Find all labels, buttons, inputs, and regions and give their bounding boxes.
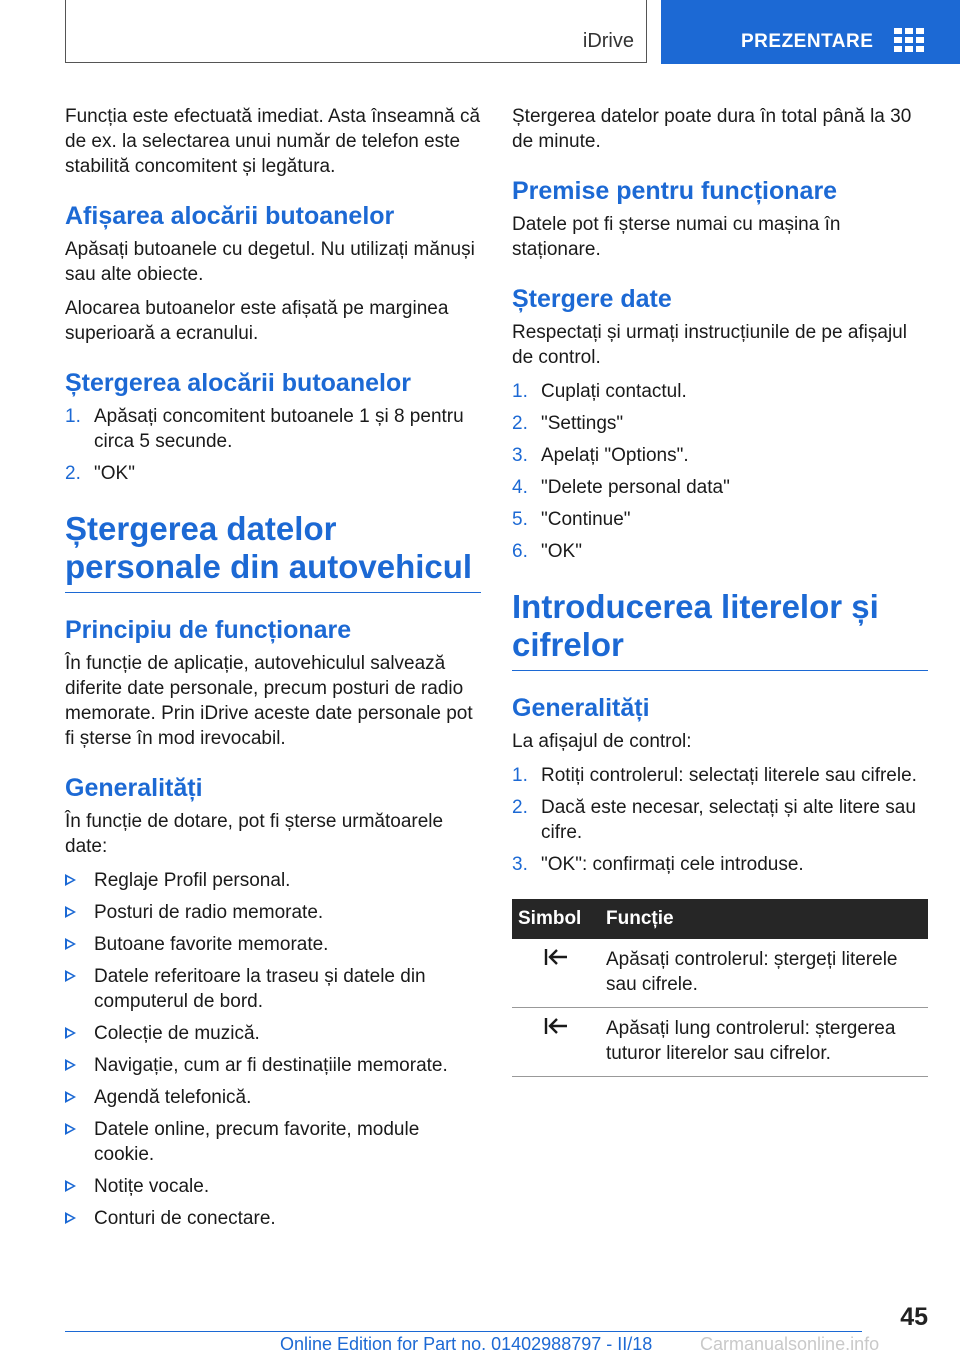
symbol-table (512, 899, 928, 1077)
grid-icon (894, 28, 924, 52)
afisare-paragraph-2: Alocarea butoanelor este afișată pe marginea superioară a ecranului. (65, 298, 449, 344)
list-item-text: Datele referitoare la traseu și datele din computerul de bord. (94, 966, 426, 1012)
heading-afisare: Afișarea alocării butoanelor (65, 202, 395, 230)
step-text: "OK" (541, 541, 582, 562)
header-chapter-tab[interactable] (661, 0, 960, 64)
step-number: 2. (512, 797, 528, 818)
list-item-text: Conturi de conectare. (94, 1208, 276, 1229)
generalitati-right-paragraph: La afișajul de control: (512, 731, 692, 752)
step-text: "OK": confirmați cele introduse. (541, 854, 804, 875)
afisare-paragraph-1: Apăsați butoanele cu degetul. Nu utilizați mănuși sau alte obiecte. (65, 239, 475, 285)
list-item (65, 461, 481, 486)
heading-generalitati-right: Generalități (512, 694, 650, 722)
step-text: "Delete personal data" (541, 477, 730, 498)
list-item (65, 1174, 481, 1199)
step-number: 3. (512, 854, 528, 875)
triangle-bullet-icon (65, 1059, 76, 1071)
list-item (65, 1117, 481, 1167)
left-column (65, 104, 481, 1238)
step-text: "Continue" (541, 509, 631, 530)
stergere-alocare-steps (65, 404, 481, 486)
triangle-bullet-icon (65, 1180, 76, 1192)
list-item (65, 1053, 481, 1078)
list-item-text: Agendă telefonică. (94, 1087, 252, 1108)
heading-premise: Premise pentru funcționare (512, 177, 838, 205)
list-item (512, 795, 928, 845)
symbol-cell (512, 1008, 600, 1077)
list-item (65, 868, 481, 893)
list-item (65, 1085, 481, 1110)
step-number: 3. (512, 445, 528, 466)
triangle-bullet-icon (65, 938, 76, 950)
header-section-label: iDrive (582, 30, 634, 52)
backspace-icon (543, 947, 569, 967)
list-item (512, 507, 928, 532)
list-item-text: Colecție de muzică. (94, 1023, 260, 1044)
list-item (512, 411, 928, 436)
step-number: 5. (512, 509, 528, 530)
step-text: Cuplați contactul. (541, 381, 687, 402)
deletable-data-list (65, 868, 481, 1231)
generalitati-paragraph: În funcție de dotare, pot fi șterse următoarele date: (65, 811, 444, 857)
list-item-text: Datele online, precum favorite, module cookie. (94, 1119, 420, 1165)
premise-paragraph: Datele pot fi șterse numai cu mașina în staționare. (512, 214, 841, 260)
header-chapter-label: PREZENTARE (741, 31, 874, 52)
list-item (65, 932, 481, 957)
list-item (65, 1021, 481, 1046)
right-intro-paragraph: Ștergerea datelor poate dura în total până la 30 de minute. (512, 106, 912, 152)
introducere-steps (512, 763, 928, 877)
column-header-function: Funcție (600, 899, 928, 939)
triangle-bullet-icon (65, 906, 76, 918)
page-number: 45 (900, 1303, 928, 1331)
step-text: Rotiți controlerul: selectați literele sau cifrele. (541, 765, 917, 786)
principiu-paragraph: În funcție de aplicație, autovehiculul salvează diferite date personale, precum posturi de radio memorate. Prin iDrive aceste date personale pot fi șterse în mod irevocabil. (65, 653, 473, 749)
step-text: "OK" (94, 463, 135, 484)
list-item (512, 475, 928, 500)
list-item (512, 443, 928, 468)
step-number: 6. (512, 541, 528, 562)
intro-paragraph: Funcția este efectuată imediat. Asta înseamnă că de ex. la selectarea unui număr de telefon este stabilită concomitent și legătura. (65, 106, 481, 177)
list-item-text: Navigație, cum ar fi destinațiile memorate. (94, 1055, 448, 1076)
table-header-row (512, 899, 928, 939)
footer-divider (65, 1331, 862, 1332)
stergere-date-paragraph: Respectați și urmați instrucțiunile de pe afișajul de control. (512, 322, 907, 368)
heading-principiu: Principiu de funcționare (65, 616, 352, 644)
step-number: 1. (512, 765, 528, 786)
list-item-text: Reglaje Profil personal. (94, 870, 291, 891)
step-number: 2. (65, 463, 81, 484)
step-text: Apelați "Options". (541, 445, 689, 466)
step-text: "Settings" (541, 413, 624, 434)
step-number: 1. (512, 381, 528, 402)
step-number: 2. (512, 413, 528, 434)
triangle-bullet-icon (65, 1027, 76, 1039)
header-section-box (65, 0, 647, 63)
triangle-bullet-icon (65, 970, 76, 982)
list-item (512, 852, 928, 877)
list-item (65, 964, 481, 1014)
list-item-text: Posturi de radio memorate. (94, 902, 324, 923)
footer-edition: Online Edition for Part no. 01402988797 - II/18 (280, 1334, 653, 1354)
step-text: Apăsați concomitent butoanele 1 și 8 pentru circa 5 secunde. (94, 406, 464, 452)
heading-stergere-date: Ștergere date (512, 285, 672, 313)
heading-stergere-alocare: Ștergerea alocării butoanelor (65, 369, 411, 397)
triangle-bullet-icon (65, 1212, 76, 1224)
symbol-cell (512, 939, 600, 1008)
triangle-bullet-icon (65, 1091, 76, 1103)
heading-generalitati-left: Generalități (65, 774, 203, 802)
triangle-bullet-icon (65, 874, 76, 886)
step-number: 1. (65, 406, 81, 427)
list-item-text: Notițe vocale. (94, 1176, 210, 1197)
table-row (512, 1008, 928, 1077)
right-column (512, 104, 928, 1077)
step-text: Dacă este necesar, selectați și alte litere sau cifre. (541, 797, 916, 843)
stergere-date-steps (512, 379, 928, 564)
function-cell: Apăsați controlerul: ștergeți literele sau cifrele. (600, 939, 928, 1008)
list-item (65, 1206, 481, 1231)
list-item (512, 539, 928, 564)
column-header-symbol: Simbol (512, 899, 600, 939)
step-number: 4. (512, 477, 528, 498)
triangle-bullet-icon (65, 1123, 76, 1135)
function-cell: Apăsați lung controlerul: ștergerea tuturor literelor sau cifrelor. (600, 1008, 928, 1077)
list-item (65, 900, 481, 925)
list-item-text: Butoane favorite memorate. (94, 934, 329, 955)
list-item (512, 763, 928, 788)
table-row (512, 939, 928, 1008)
list-item (512, 379, 928, 404)
heading-introducere-litere: Introducerea literelor și cifrelor (512, 588, 928, 671)
heading-stergere-date-personale: Ștergerea datelor personale din autovehicul (65, 510, 481, 593)
backspace-icon (543, 1016, 569, 1036)
footer-watermark: Carmanualsonline.info (700, 1334, 880, 1354)
list-item (65, 404, 481, 454)
